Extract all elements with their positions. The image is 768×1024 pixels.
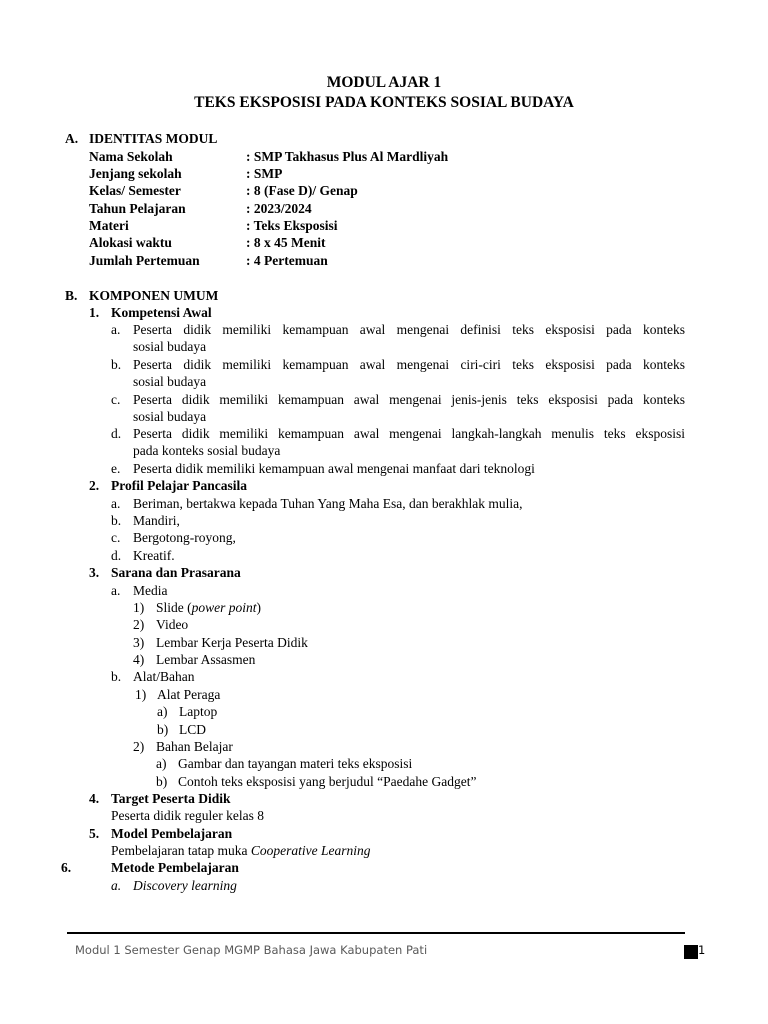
identitas-label: Nama Sekolah	[89, 149, 173, 164]
item-number: 1.	[89, 305, 100, 320]
identitas-label: Materi	[89, 218, 129, 233]
section-a-heading: IDENTITAS MODUL	[89, 131, 218, 146]
list-marker: c.	[111, 530, 121, 545]
list-item-text: Peserta didik memiliki kemampuan awal mengenai langkah-langkah menulis teks eksposisi	[133, 426, 685, 441]
list-marker: 4)	[133, 652, 145, 667]
list-marker: d.	[111, 548, 122, 563]
target-heading: Target Peserta Didik	[111, 791, 231, 806]
list-item-text: Kreatif.	[133, 548, 175, 563]
list-marker: a.	[111, 322, 121, 337]
identitas-value: : 8 x 45 Menit	[246, 235, 326, 250]
identitas-label: Jenjang sekolah	[89, 166, 182, 181]
page-marker	[684, 945, 698, 959]
list-item-text: Slide (power point)	[156, 600, 262, 615]
list-item-text: Peserta didik memiliki kemampuan awal mengenai ciri-ciri teks eksposisi pada konteks	[133, 357, 685, 372]
module-subtitle: TEKS EKSPOSISI PADA KONTEKS SOSIAL BUDAYA	[194, 94, 574, 111]
identitas-value: : 2023/2024	[246, 201, 312, 216]
list-marker: a)	[156, 756, 167, 771]
list-item-text: Beriman, bertakwa kepada Tuhan Yang Maha Esa, dan berakhlak mulia,	[133, 496, 523, 511]
identitas-value: : 8 (Fase D)/ Genap	[246, 183, 358, 198]
list-item-text: Peserta didik memiliki kemampuan awal mengenai manfaat dari teknologi	[133, 461, 535, 476]
list-item-text: Video	[156, 617, 189, 632]
identitas-label: Alokasi waktu	[89, 235, 172, 250]
list-item-text: Contoh teks eksposisi yang berjudul “Paedahe Gadget”	[178, 774, 477, 789]
item-number: 4.	[89, 791, 100, 806]
list-item-text: Discovery learning	[133, 878, 237, 893]
target-text: Peserta didik reguler kelas 8	[111, 808, 264, 823]
list-marker: b.	[111, 669, 122, 684]
list-marker: a.	[111, 583, 121, 598]
identitas-label: Tahun Pelajaran	[89, 201, 186, 216]
list-marker: e.	[111, 461, 121, 476]
identitas-label: Jumlah Pertemuan	[89, 253, 200, 268]
list-item-text: Laptop	[179, 704, 218, 719]
list-marker: 2)	[133, 617, 145, 632]
list-marker: a.	[111, 496, 121, 511]
list-item-text: Peserta didik memiliki kemampuan awal mengenai jenis-jenis teks eksposisi pada konteks	[133, 392, 685, 407]
list-item-text: Bahan Belajar	[156, 739, 233, 754]
model-heading: Model Pembelajaran	[111, 826, 233, 841]
list-marker: 2)	[133, 739, 145, 754]
footer-divider	[67, 932, 685, 934]
list-marker: 3)	[133, 635, 145, 650]
alat-label: Alat/Bahan	[133, 669, 195, 684]
metode-heading: Metode Pembelajaran	[111, 860, 239, 875]
list-marker: c.	[111, 392, 121, 407]
list-marker: b.	[111, 513, 122, 528]
item-number: 2.	[89, 478, 100, 493]
section-b-letter: B.	[65, 288, 78, 303]
page-number: 1	[698, 943, 706, 957]
identitas-value: : SMP	[246, 166, 283, 181]
list-marker: 1)	[135, 687, 147, 702]
list-marker: d.	[111, 426, 122, 441]
profil-heading: Profil Pelajar Pancasila	[111, 478, 247, 493]
list-marker: b.	[111, 357, 122, 372]
list-item-text: Mandiri,	[133, 513, 180, 528]
list-item-text: sosial budaya	[133, 409, 207, 424]
list-marker: a.	[111, 878, 122, 893]
list-item-text: Gambar dan tayangan materi teks eksposisi	[178, 756, 413, 771]
item-number: 3.	[89, 565, 100, 580]
model-text: Pembelajaran tatap muka Cooperative Learning	[111, 843, 371, 858]
list-item-text: pada konteks sosial budaya	[133, 443, 281, 458]
list-item-text: Alat Peraga	[157, 687, 221, 702]
sarana-heading: Sarana dan Prasarana	[111, 565, 241, 580]
kompetensi-heading: Kompetensi Awal	[111, 305, 212, 320]
list-item-text: sosial budaya	[133, 374, 207, 389]
module-title: MODUL AJAR 1	[326, 74, 442, 91]
list-item-text: Lembar Assasmen	[156, 652, 256, 667]
section-a-letter: A.	[65, 131, 79, 146]
section-b-heading: KOMPONEN UMUM	[89, 288, 219, 303]
list-marker: b)	[157, 722, 169, 737]
list-item-text: Lembar Kerja Peserta Didik	[156, 635, 308, 650]
list-item-text: Bergotong-royong,	[133, 530, 236, 545]
item-number: 5.	[89, 826, 100, 841]
footer-text: Modul 1 Semester Genap MGMP Bahasa Jawa Kabupaten Pati	[75, 943, 428, 957]
identitas-value: : SMP Takhasus Plus Al Mardliyah	[246, 149, 449, 164]
list-marker: b)	[156, 774, 168, 789]
list-item-text: sosial budaya	[133, 339, 207, 354]
item-number: 6.	[61, 860, 72, 875]
list-marker: 1)	[133, 600, 145, 615]
identitas-label: Kelas/ Semester	[89, 183, 181, 198]
identitas-value: : Teks Eksposisi	[246, 218, 338, 233]
list-item-text: LCD	[179, 722, 206, 737]
identitas-value: : 4 Pertemuan	[246, 253, 328, 268]
list-marker: a)	[157, 704, 168, 719]
media-label: Media	[133, 583, 168, 598]
list-item-text: Peserta didik memiliki kemampuan awal mengenai definisi teks eksposisi pada konteks	[133, 322, 685, 337]
